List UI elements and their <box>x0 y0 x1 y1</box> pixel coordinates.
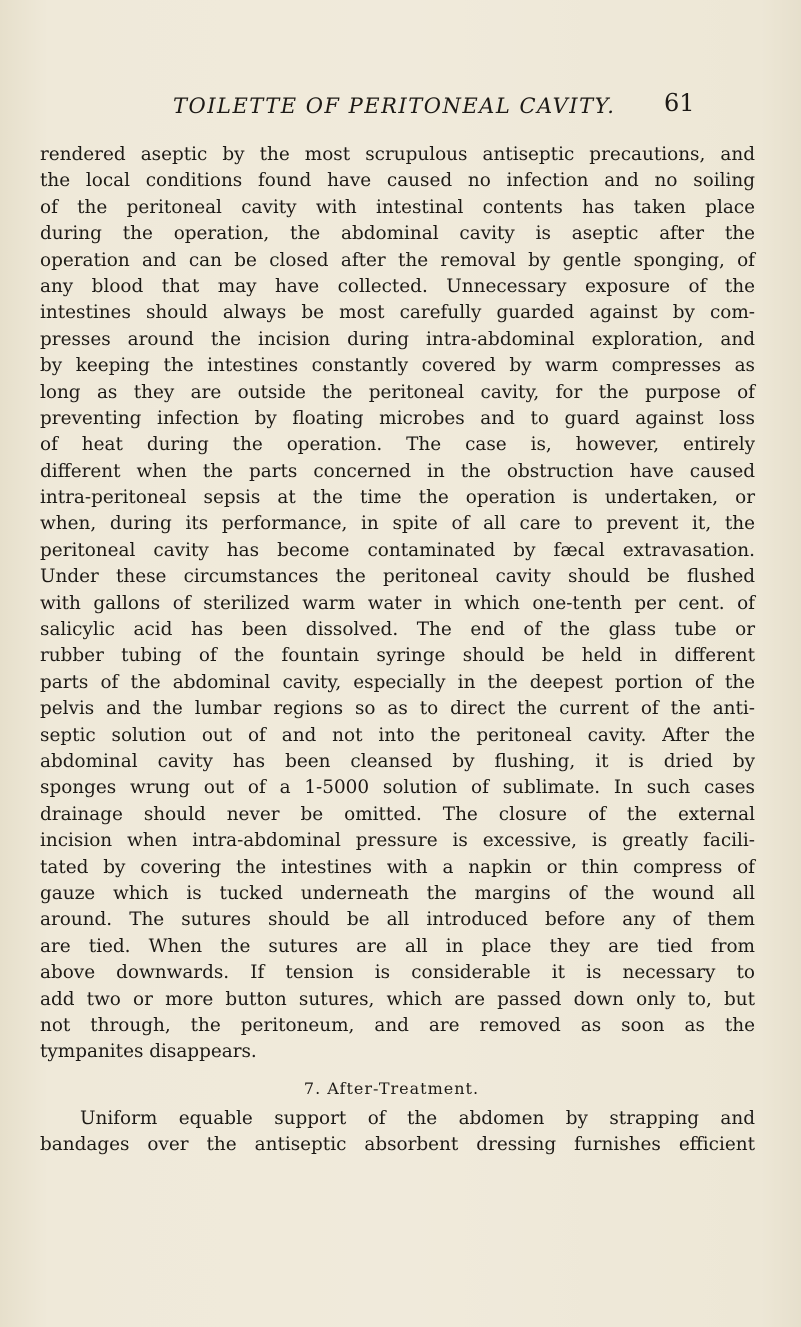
text-line: operation and can be closed after the removal by gentle sponging, of <box>40 249 755 271</box>
text-line: different when the parts concerned in the obstruction have caused <box>40 460 755 482</box>
text-line: peritoneal cavity has become contaminated by fæcal extravasation. <box>40 539 755 561</box>
text-line: by keeping the intestines constantly covered by warm compresses as <box>40 355 755 377</box>
text-line: rubber tubing of the fountain syringe should be held in different <box>40 645 755 667</box>
text-line: sponges wrung out of a 1-5000 solution of sublimate. In such cases <box>40 777 755 799</box>
text-line: septic solution out of and not into the peritoneal cavity. After the <box>40 724 755 746</box>
text-line: are tied. When the sutures are all in place they are tied from <box>40 935 755 957</box>
text-line: preventing infection by floating microbes and to guard against loss <box>40 407 755 429</box>
text-line: when, during its performance, in spite of all care to prevent it, the <box>40 513 755 535</box>
text-line: Under these circumstances the peritoneal cavity should be flushed <box>40 566 755 588</box>
text-line: add two or more button sutures, which are passed down only to, but <box>40 988 755 1010</box>
text-line: around. The sutures should be all introduced before any of them <box>40 909 755 931</box>
text-line: any blood that may have collected. Unnecessary exposure of the <box>40 275 755 297</box>
text-line: rendered aseptic by the most scrupulous antiseptic precautions, and <box>40 144 755 165</box>
text-line: presses around the incision during intra-abdominal exploration, and <box>40 328 755 350</box>
text-line: drainage should never be omitted. The closure of the external <box>40 803 755 825</box>
text-line: of the peritoneal cavity with intestinal contents has taken place <box>40 196 755 218</box>
text-line: gauze which is tucked underneath the margins of the wound all <box>40 882 755 904</box>
text-line: incision when intra-abdominal pressure is excessive, is greatly facili- <box>40 830 755 852</box>
text-line: salicylic acid has been dissolved. The end of the glass tube or <box>40 619 755 641</box>
text-line: during the operation, the abdominal cavity is aseptic after the <box>40 223 755 245</box>
text-line: long as they are outside the peritoneal cavity, for the purpose of <box>40 381 755 403</box>
text-line: the local conditions found have caused no infection and no soiling <box>40 170 755 192</box>
text-line: pelvis and the lumbar regions so as to direct the current of the anti- <box>40 698 755 720</box>
paragraph-after-treatment <box>40 1106 755 1159</box>
running-title: TOILETTE OF PERITONEAL CAVITY. <box>173 94 616 118</box>
text-line: abdominal cavity has been cleansed by flushing, it is dried by <box>40 750 755 772</box>
text-line: intestines should always be most carefully guarded against by com- <box>40 302 755 324</box>
text-line: of heat during the operation. The case is, however, entirely <box>40 434 755 456</box>
section-heading-after-treatment: 7. After-Treatment. <box>303 1078 480 1098</box>
page-header <box>0 89 801 124</box>
text-line: above downwards. If tension is considerable it is necessary to <box>40 962 755 984</box>
body-text <box>40 142 755 1158</box>
text-line: with gallons of sterilized warm water in which one-tenth per cent. of <box>40 592 755 614</box>
text-line: tympanites disappears. <box>40 1041 257 1063</box>
text-line: Uniform equable support of the abdomen by strapping and <box>80 1107 755 1129</box>
text-line: not through, the peritoneum, and are removed as soon as the <box>40 1014 755 1036</box>
page-number: 61 <box>664 89 695 117</box>
text-line: parts of the abdominal cavity, especially in the deepest portion of the <box>40 671 755 693</box>
paragraph-aseptic-closure <box>40 142 755 1066</box>
text-line: bandages over the antiseptic absorbent dressing furnishes efficient <box>40 1134 755 1156</box>
text-line: tated by covering the intestines with a napkin or thin compress of <box>40 856 755 878</box>
text-line: intra-peritoneal sepsis at the time the operation is undertaken, or <box>40 487 755 509</box>
